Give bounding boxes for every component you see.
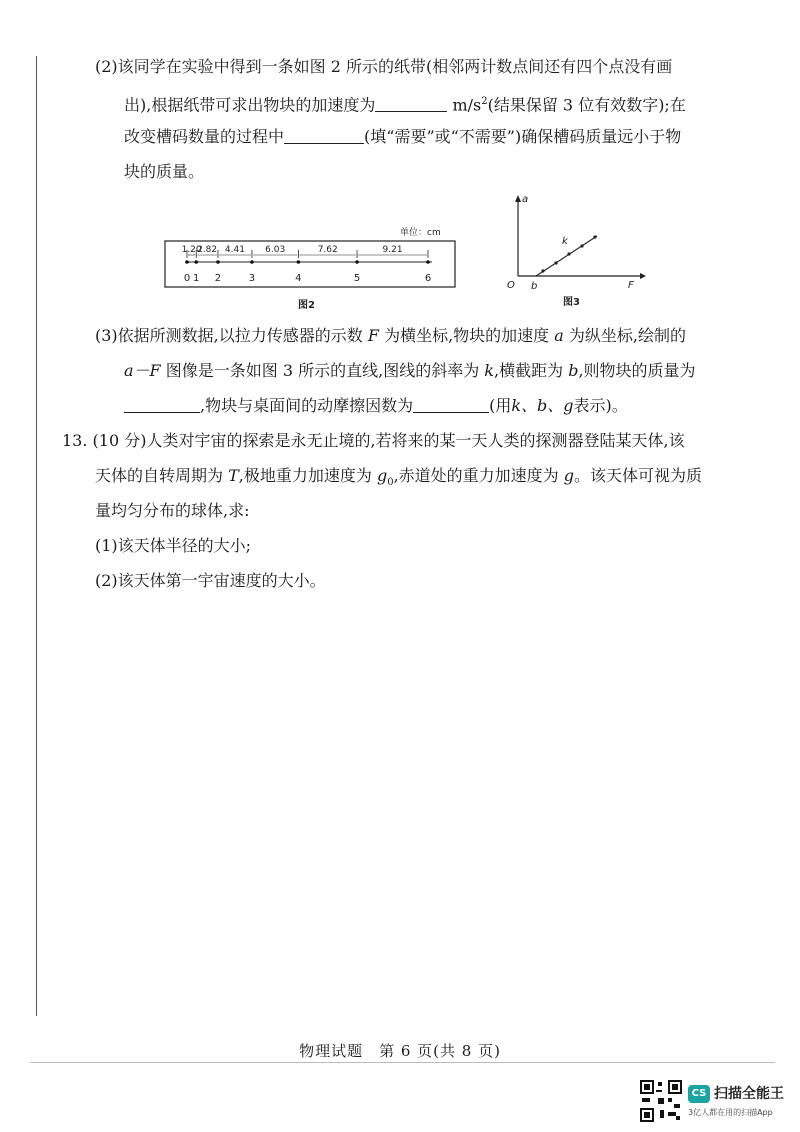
fig3-caption: 图3: [563, 297, 580, 308]
q12-2-line1: (2)该同学在实验中得到一条如图 2 所示的纸带(相邻两计数点间还有四个点没有画: [95, 57, 673, 76]
scanner-slogan: 3亿人都在用的扫描App: [688, 1108, 773, 1117]
fig3-intercept-label: b: [531, 281, 538, 292]
tape-segment-length: 9.21: [382, 245, 403, 255]
q13-line1: 13. (10 分)人类对宇宙的探索是永无止境的,若将来的某一天人类的探测器登陆某天体,该: [62, 431, 685, 450]
fig3-x-axis-label: F: [628, 280, 634, 291]
tape-dot: [185, 260, 189, 264]
figure-3-graph: [500, 192, 650, 312]
tape-dot: [250, 260, 254, 264]
tape-segment-length: 4.41: [224, 245, 245, 255]
scanner-app-name: 扫描全能王: [714, 1086, 784, 1102]
tape-point-label: 1: [193, 273, 200, 284]
q12-3-line1: (3)依据所测数据,以拉力传感器的示数 F 为横坐标,物块的加速度 a 为纵坐标,绘制的: [95, 326, 686, 345]
q13-sub1: (1)该天体半径的大小;: [95, 536, 252, 555]
fig3-point: [567, 252, 570, 255]
tape-point-label: 4: [295, 273, 302, 284]
tape-segment-length: 2.82: [197, 245, 218, 255]
tape-segment-length: 7.62: [317, 245, 338, 255]
tape-point-label: 2: [214, 273, 222, 284]
figure-2-paper-tape: [160, 220, 460, 320]
tape-dot: [426, 260, 430, 264]
q13-line3: 量均匀分布的球体,求:: [95, 501, 250, 520]
answer-blank-friction[interactable]: [413, 396, 489, 413]
answer-blank-need[interactable]: [284, 127, 364, 144]
page-footer: 物理试题 第 6 页(共 8 页): [299, 1042, 501, 1060]
tape-segment-length: 1.20: [181, 245, 202, 255]
footer-rule: [30, 1062, 775, 1063]
qr-code-icon: [640, 1080, 682, 1122]
q12-2-line2: 出),根据纸带可求出物块的加速度为 $m/s^2$(结果保留 3 位有效数字);在: [124, 95, 686, 115]
fig3-y-axis-label: a: [522, 194, 529, 205]
tape-point-label: 3: [248, 273, 256, 284]
q13-line2: 天体的自转周期为 T,极地重力加速度为 $g_0$,赤道处的重力加速度为 g。该天体可视为质: [95, 466, 703, 489]
fig3-point: [593, 235, 596, 238]
fig3-point: [541, 269, 544, 272]
fig2-unit-label: 单位：cm: [400, 228, 441, 238]
q12-2-line3: 改变槽码数量的过程中 (填“需要”或“不需要”)确保槽码质量远小于物: [124, 127, 682, 146]
tape-point-label: 6: [424, 273, 432, 284]
answer-blank-acceleration[interactable]: [375, 95, 447, 112]
tape-segment-length: 6.03: [265, 245, 286, 255]
fig3-origin-label: O: [507, 280, 515, 291]
q12-3-line3: ,物块与桌面间的动摩擦因数为 (用k、b、g表示)。: [124, 396, 628, 416]
fig2-caption: 图2: [298, 300, 315, 311]
tape-point-label: 0: [183, 273, 191, 284]
fig3-point: [554, 261, 557, 264]
answer-blank-mass[interactable]: [124, 396, 200, 413]
tape-dot: [355, 260, 359, 264]
fig3-slope-label: k: [562, 236, 568, 247]
tape-point-label: 5: [353, 273, 361, 284]
q12-2-line4: 块的质量。: [124, 162, 205, 181]
fig3-point: [580, 244, 583, 247]
margin-rule: [36, 56, 37, 1016]
tape-dot: [297, 260, 301, 264]
tape-dot: [216, 260, 220, 264]
q12-3-line2: a－F 图像是一条如图 3 所示的直线,图线的斜率为 k,横截距为 b,则物块的质量为: [124, 361, 696, 380]
camscanner-logo-icon: CS: [688, 1085, 710, 1103]
q13-sub2: (2)该天体第一宇宙速度的大小。: [95, 571, 326, 590]
tape-dot: [194, 260, 198, 264]
